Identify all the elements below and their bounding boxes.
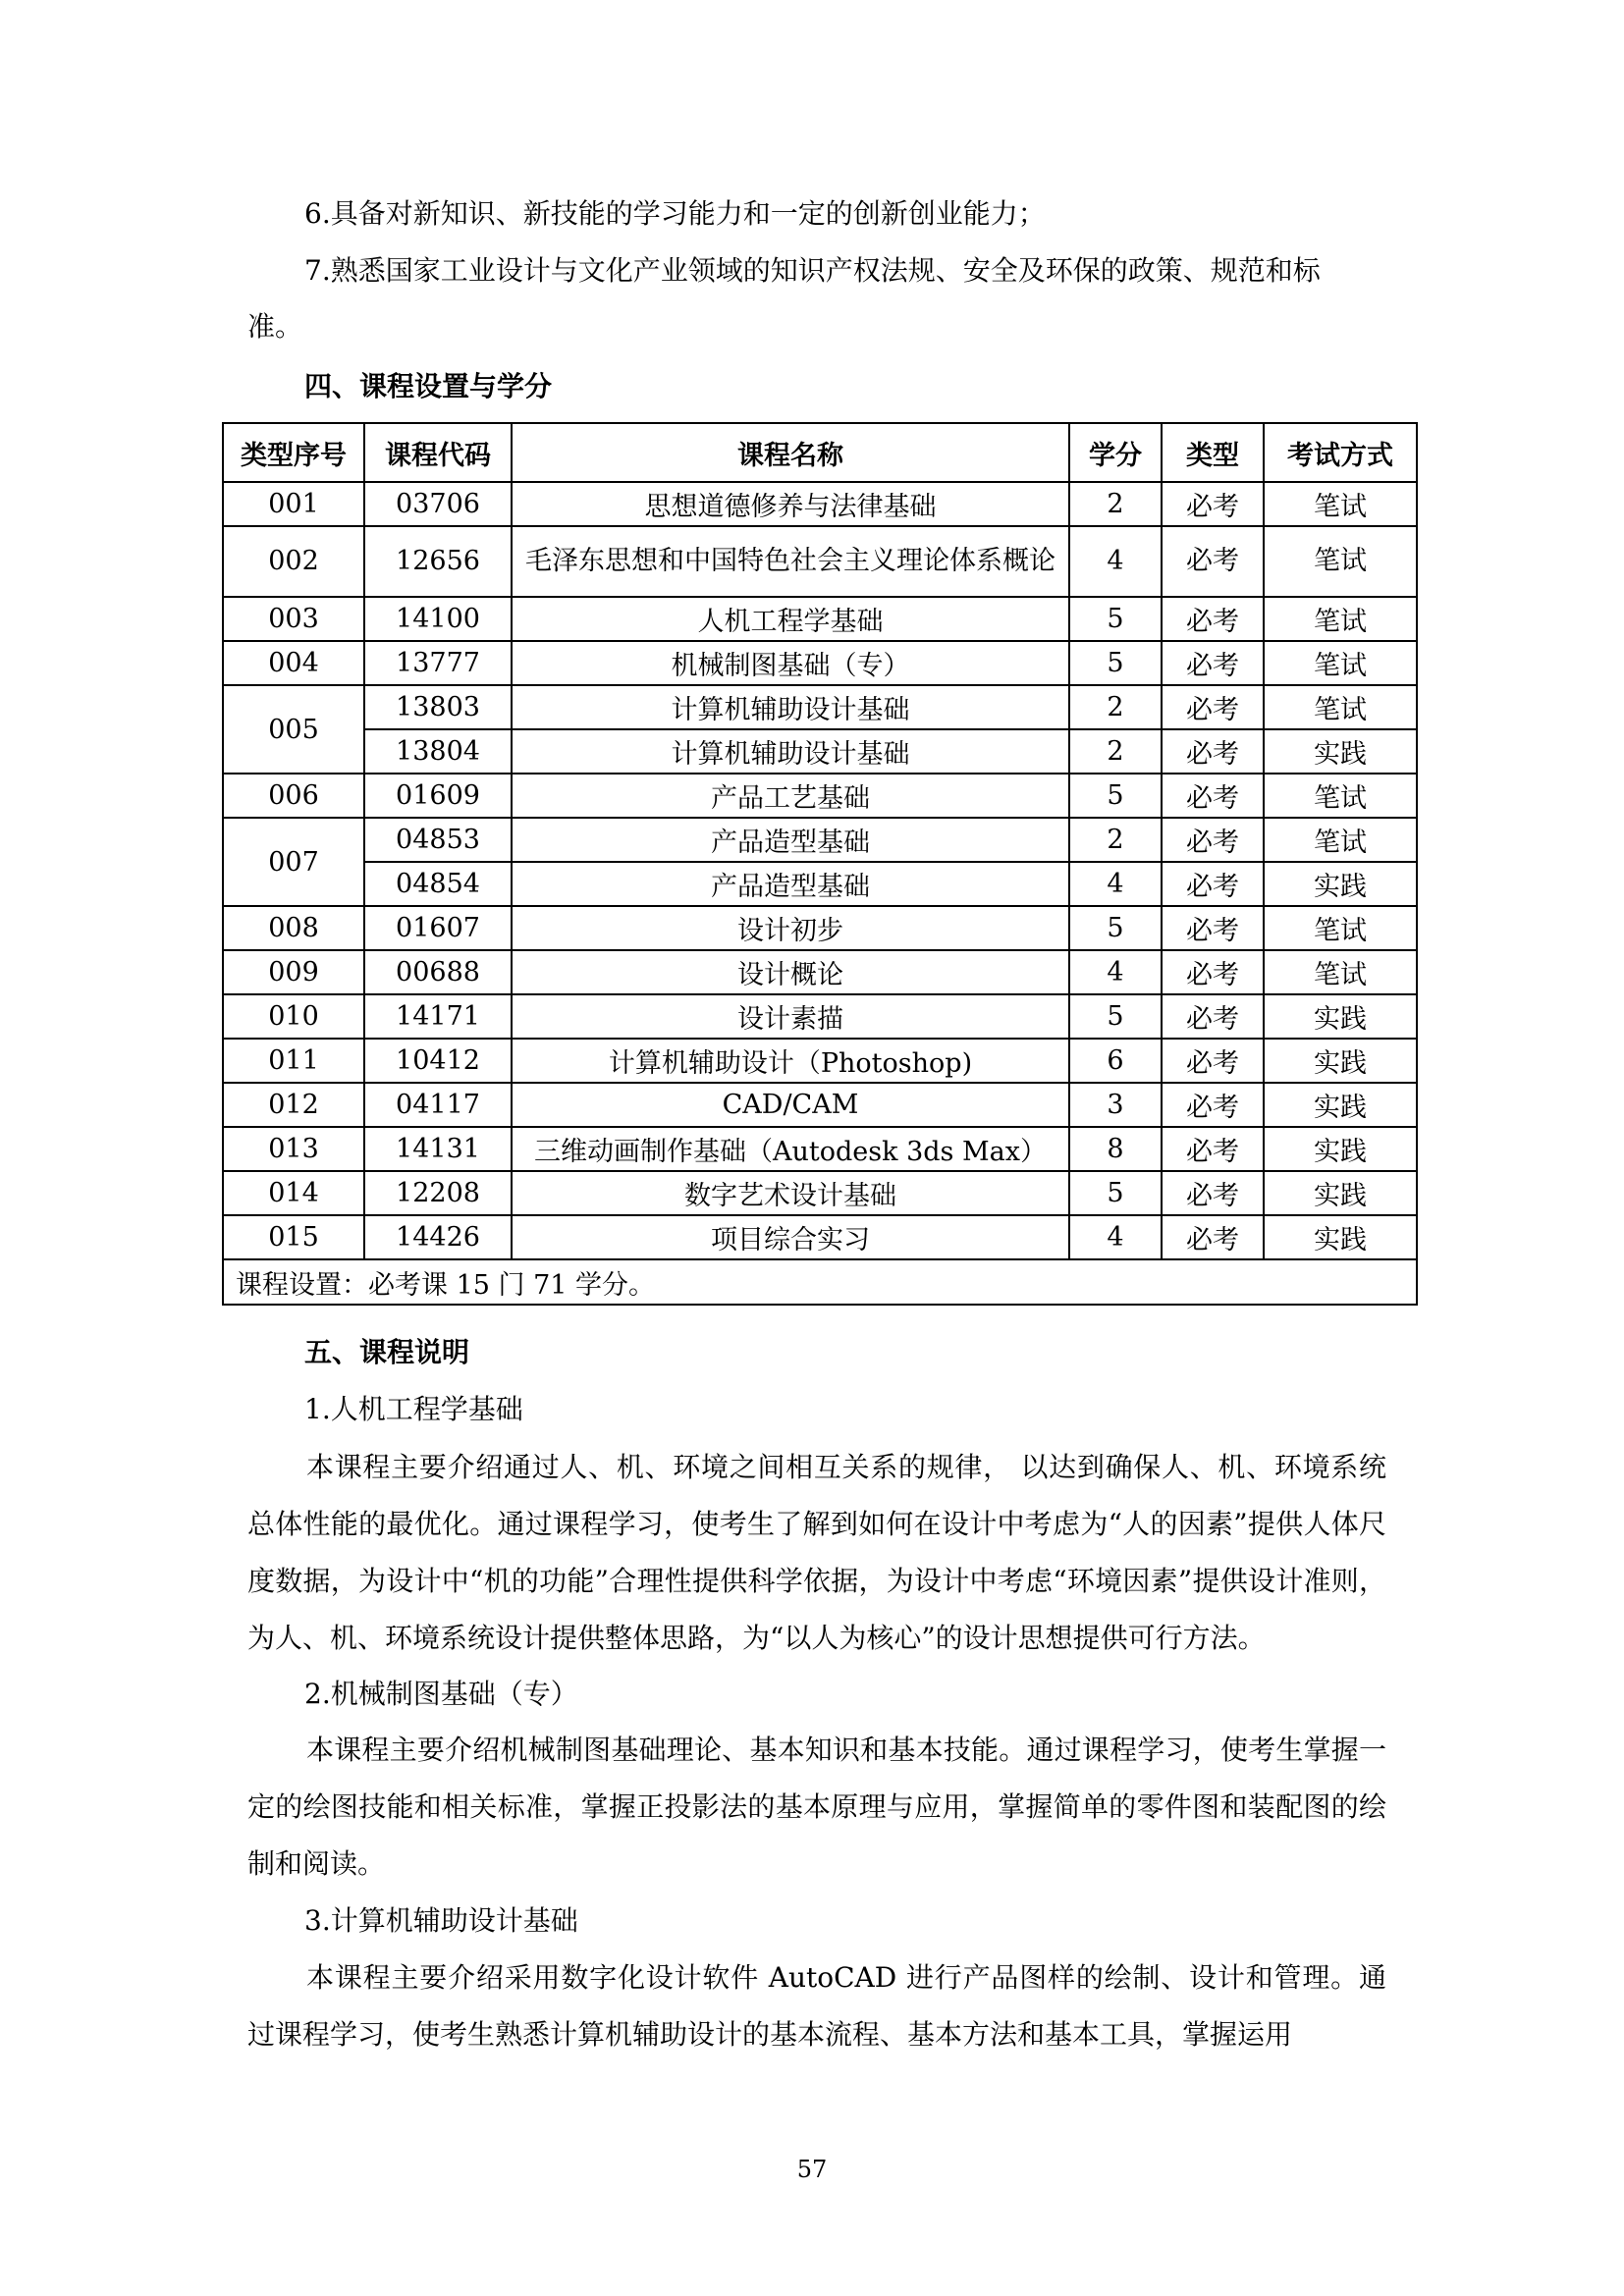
table-note: 课程设置：必考课 15 门 71 学分。 — [223, 1259, 1417, 1305]
cell-type: 必考 — [1162, 1127, 1264, 1171]
table-row — [223, 1215, 1417, 1259]
cell-name: 三维动画制作基础（Autodesk 3ds Max） — [512, 1127, 1069, 1171]
cell-name: 设计初步 — [512, 906, 1069, 950]
cell-name: 设计素描 — [512, 994, 1069, 1039]
cell-credit: 5 — [1069, 641, 1162, 685]
cell-credit: 5 — [1069, 906, 1162, 950]
cell-exam: 实践 — [1264, 862, 1417, 906]
cell-exam: 笔试 — [1264, 950, 1417, 994]
cell-name: 产品工艺基础 — [512, 774, 1069, 818]
cell-exam: 笔试 — [1264, 774, 1417, 818]
course-1-title: 1.人机工程学基础 — [304, 1393, 523, 1425]
cell-exam: 笔试 — [1264, 597, 1417, 641]
cell-code: 12656 — [364, 526, 512, 597]
cell-seq: 007 — [223, 818, 364, 906]
cell-seq: 001 — [223, 482, 364, 526]
header-type: 类型 — [1162, 423, 1264, 482]
header-name: 课程名称 — [512, 423, 1069, 482]
cell-name: 计算机辅助设计基础 — [512, 729, 1069, 774]
cell-seq: 004 — [223, 641, 364, 685]
cell-exam: 实践 — [1264, 1039, 1417, 1083]
cell-seq: 009 — [223, 950, 364, 994]
cell-type: 必考 — [1162, 1083, 1264, 1127]
cell-name: 设计概论 — [512, 950, 1069, 994]
cell-code: 14171 — [364, 994, 512, 1039]
cell-name: 机械制图基础（专） — [512, 641, 1069, 685]
cell-code: 01607 — [364, 906, 512, 950]
cell-name: 计算机辅助设计基础 — [512, 685, 1069, 729]
cell-seq: 013 — [223, 1127, 364, 1171]
table-row — [223, 641, 1417, 685]
page-number: 57 — [796, 2156, 828, 2183]
cell-name: 计算机辅助设计（Photoshop) — [512, 1039, 1069, 1083]
cell-credit: 2 — [1069, 729, 1162, 774]
cell-exam: 实践 — [1264, 1127, 1417, 1171]
cell-seq: 006 — [223, 774, 364, 818]
cell-exam: 实践 — [1264, 1171, 1417, 1215]
table-row — [223, 1171, 1417, 1215]
cell-credit: 5 — [1069, 1171, 1162, 1215]
cell-seq: 003 — [223, 597, 364, 641]
cell-credit: 5 — [1069, 597, 1162, 641]
cell-seq: 011 — [223, 1039, 364, 1083]
intro-line-7b: 准。 — [247, 310, 303, 343]
table-row — [223, 729, 1417, 774]
table-row — [223, 1039, 1417, 1083]
cell-type: 必考 — [1162, 774, 1264, 818]
cell-code: 00688 — [364, 950, 512, 994]
cell-exam: 实践 — [1264, 1083, 1417, 1127]
cell-code: 14100 — [364, 597, 512, 641]
intro-line-6: 6.具备对新知识、新技能的学习能力和一定的创新创业能力； — [304, 197, 1046, 230]
intro-line-7a: 7.熟悉国家工业设计与文化产业领域的知识产权法规、安全及环保的政策、规范和标 — [304, 254, 1321, 287]
cell-type: 必考 — [1162, 994, 1264, 1039]
cell-code: 14131 — [364, 1127, 512, 1171]
cell-credit: 8 — [1069, 1127, 1162, 1171]
table-row — [223, 950, 1417, 994]
cell-code: 13777 — [364, 641, 512, 685]
header-credit: 学分 — [1069, 423, 1162, 482]
table-row — [223, 994, 1417, 1039]
cell-code: 04117 — [364, 1083, 512, 1127]
table-row — [223, 818, 1417, 862]
cell-code: 14426 — [364, 1215, 512, 1259]
cell-seq: 010 — [223, 994, 364, 1039]
cell-credit: 2 — [1069, 818, 1162, 862]
cell-type: 必考 — [1162, 482, 1264, 526]
cell-credit: 4 — [1069, 950, 1162, 994]
course-2-description: 本课程主要介绍机械制图基础理论、基本知识和基本技能。通过课程学习，使考生掌握一定的绘图技能和相关标准，掌握正投影法的基本原理与应用，掌握简单的零件图和装配图的绘制和阅读。 — [247, 1734, 1386, 1880]
cell-type: 必考 — [1162, 729, 1264, 774]
cell-type: 必考 — [1162, 1171, 1264, 1215]
cell-type: 必考 — [1162, 862, 1264, 906]
cell-code: 03706 — [364, 482, 512, 526]
cell-exam: 笔试 — [1264, 818, 1417, 862]
cell-exam: 笔试 — [1264, 641, 1417, 685]
section-4-heading: 四、课程设置与学分 — [304, 370, 553, 402]
cell-credit: 5 — [1069, 994, 1162, 1039]
cell-exam: 笔试 — [1264, 526, 1417, 597]
header-seq: 类型序号 — [223, 423, 364, 482]
table-row — [223, 1083, 1417, 1127]
table-row — [223, 482, 1417, 526]
cell-name: 人机工程学基础 — [512, 597, 1069, 641]
table-note-row — [223, 1259, 1417, 1305]
table-row — [223, 526, 1417, 597]
header-exam: 考试方式 — [1264, 423, 1417, 482]
table-row — [223, 906, 1417, 950]
cell-exam: 实践 — [1264, 1215, 1417, 1259]
section-5-heading: 五、课程说明 — [304, 1336, 470, 1368]
table-row — [223, 597, 1417, 641]
cell-name: 思想道德修养与法律基础 — [512, 482, 1069, 526]
cell-seq: 008 — [223, 906, 364, 950]
header-code: 课程代码 — [364, 423, 512, 482]
cell-exam: 实践 — [1264, 994, 1417, 1039]
table-row — [223, 774, 1417, 818]
cell-type: 必考 — [1162, 641, 1264, 685]
cell-seq: 005 — [223, 685, 364, 774]
cell-credit: 2 — [1069, 482, 1162, 526]
cell-credit: 3 — [1069, 1083, 1162, 1127]
cell-type: 必考 — [1162, 597, 1264, 641]
cell-name: 产品造型基础 — [512, 818, 1069, 862]
cell-type: 必考 — [1162, 685, 1264, 729]
cell-exam: 笔试 — [1264, 906, 1417, 950]
cell-exam: 笔试 — [1264, 482, 1417, 526]
course-3-title: 3.计算机辅助设计基础 — [304, 1904, 578, 1937]
cell-name: 项目综合实习 — [512, 1215, 1069, 1259]
cell-code: 10412 — [364, 1039, 512, 1083]
cell-credit: 5 — [1069, 774, 1162, 818]
table-row — [223, 862, 1417, 906]
cell-seq: 012 — [223, 1083, 364, 1127]
cell-code: 04854 — [364, 862, 512, 906]
cell-name: 数字艺术设计基础 — [512, 1171, 1069, 1215]
cell-credit: 4 — [1069, 862, 1162, 906]
cell-exam: 实践 — [1264, 729, 1417, 774]
cell-code: 01609 — [364, 774, 512, 818]
cell-type: 必考 — [1162, 1215, 1264, 1259]
cell-credit: 4 — [1069, 1215, 1162, 1259]
cell-seq: 002 — [223, 526, 364, 597]
cell-credit: 2 — [1069, 685, 1162, 729]
cell-type: 必考 — [1162, 906, 1264, 950]
cell-credit: 4 — [1069, 526, 1162, 597]
course-3-description: 本课程主要介绍采用数字化设计软件 AutoCAD 进行产品图样的绘制、设计和管理。通过课程学习，使考生熟悉计算机辅助设计的基本流程、基本方法和基本工具，掌握运用 — [247, 1961, 1386, 2051]
cell-type: 必考 — [1162, 1039, 1264, 1083]
cell-name: 毛泽东思想和中国特色社会主义理论体系概论 — [512, 526, 1069, 597]
cell-code: 04853 — [364, 818, 512, 862]
cell-type: 必考 — [1162, 950, 1264, 994]
cell-seq: 014 — [223, 1171, 364, 1215]
table-row — [223, 685, 1417, 729]
cell-exam: 笔试 — [1264, 685, 1417, 729]
cell-code: 13803 — [364, 685, 512, 729]
cell-credit: 6 — [1069, 1039, 1162, 1083]
cell-name: 产品造型基础 — [512, 862, 1069, 906]
table-row — [223, 1127, 1417, 1171]
course-1-description: 本课程主要介绍通过人、机、环境之间相互关系的规律， 以达到确保人、机、环境系统总体性能的最优化。通过课程学习，使考生了解到如何在设计中考虑为“人的因素”提供人体尺度数据，为设计中“机的功能”合理性提供科学依据，为设计中考虑“环境因素”提供设计准则，为人、机、环境系统设计提供整体思路，为“以人为核心”的设计思想提供可行方法。 — [247, 1451, 1386, 1654]
table-header-row — [223, 423, 1417, 482]
course-table — [222, 422, 1418, 1306]
cell-code: 12208 — [364, 1171, 512, 1215]
cell-type: 必考 — [1162, 526, 1264, 597]
course-2-title: 2.机械制图基础（专） — [304, 1678, 578, 1710]
cell-name: CAD/CAM — [512, 1083, 1069, 1127]
cell-seq: 015 — [223, 1215, 364, 1259]
cell-type: 必考 — [1162, 818, 1264, 862]
cell-code: 13804 — [364, 729, 512, 774]
